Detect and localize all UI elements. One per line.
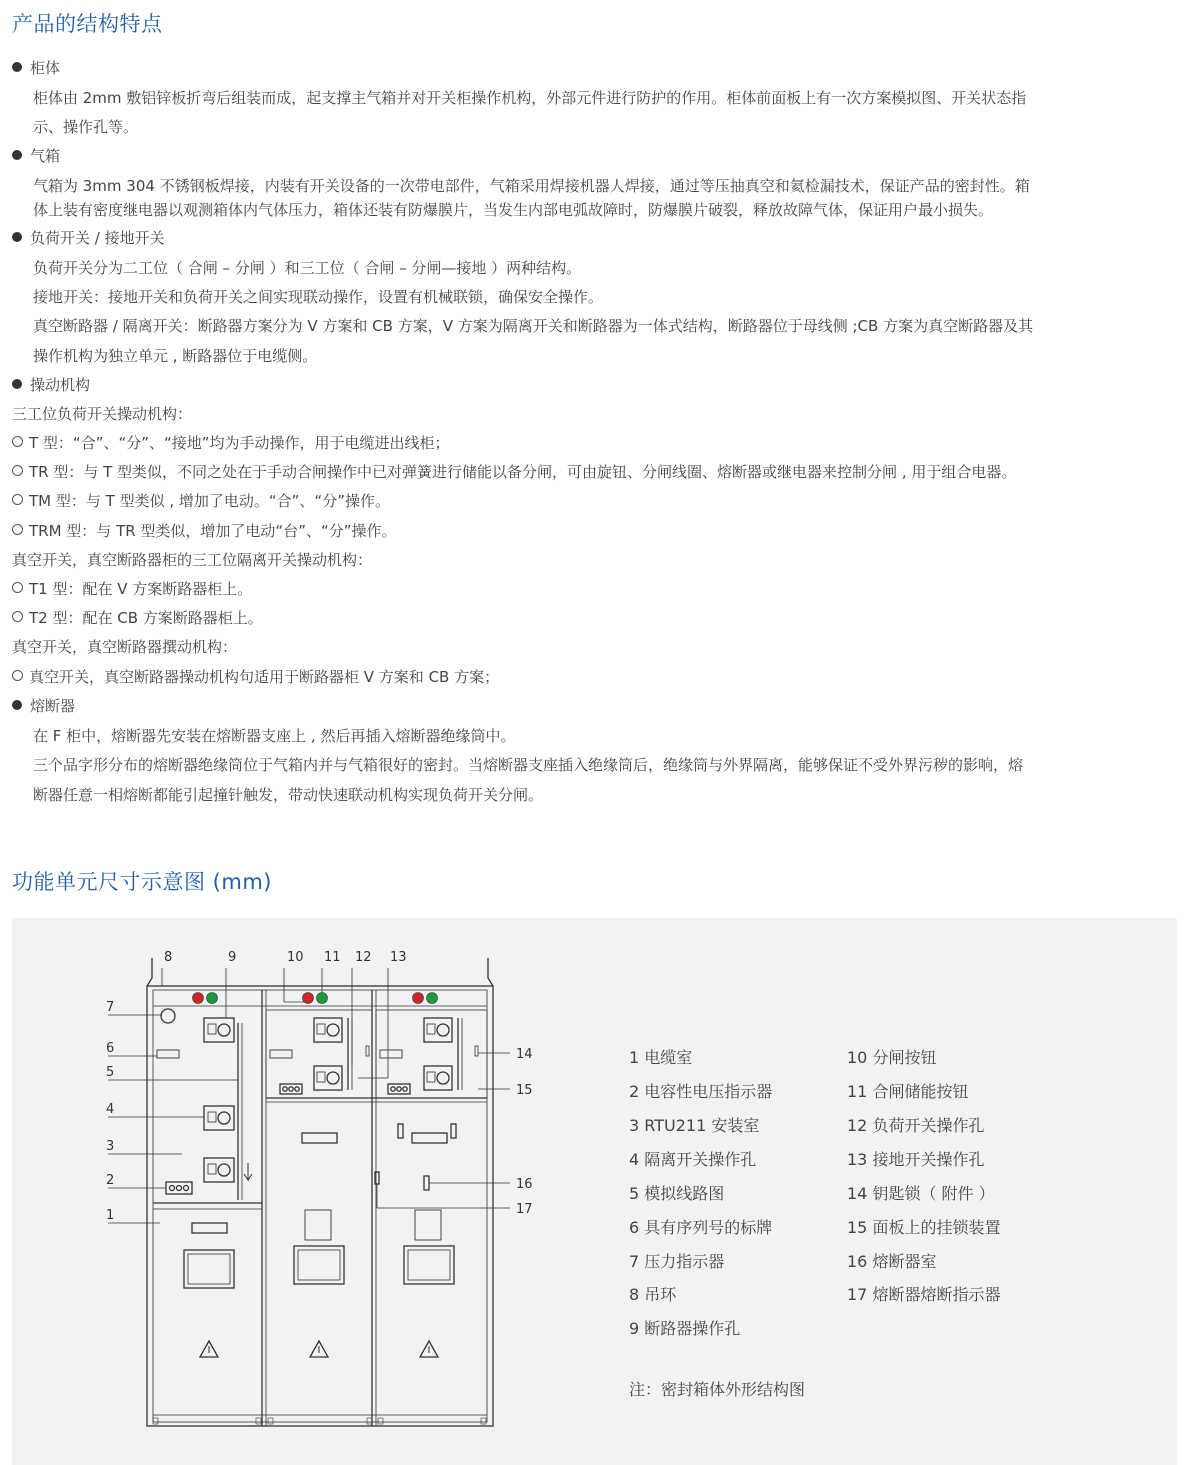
line-text: TM 型：与 T 型类似 , 增加了电动。“合”、“分”操作。 [29,492,390,510]
line-text: 在 F 柜中，熔断器先安装在熔断器支座上 , 然后再插入熔断器绝缘筒中。 [33,727,516,745]
circle-bullet-icon [12,465,23,476]
paragraph-line [33,755,1023,775]
legend-item: 4 隔离开关操作孔 [629,1150,757,1169]
paragraph-line [33,346,317,366]
paragraph-line [33,200,993,220]
paragraph-line [33,117,138,137]
legend-item: 17 熔断器熔断指示器 [847,1285,1001,1304]
circle-bullet-icon [12,670,23,681]
line-text: 三工位负荷开关操动机构： [12,405,193,423]
line-text: 断器任意一相熔断都能引起撞针触发，带动快速联动机构实现负荷开关分闸。 [33,786,544,804]
section-title-structure: 产品的结构特点 [12,12,163,36]
legend-item: 1 电缆室 [629,1048,693,1067]
callout-1: 1 [106,1208,115,1223]
line-text: 柜体 [30,59,61,77]
legend-item: 9 断路器操作孔 [629,1319,741,1338]
legend-item: 10 分闸按钮 [847,1048,937,1067]
bullet-dot-icon [12,379,22,389]
line-text: 负荷开关 / 接地开关 [30,229,165,247]
circle-bullet-icon [12,494,23,505]
line-text: TR 型：与 T 型类似，不同之处在于手动合闸操作中已对弹簧进行储能以备分闸，可由旋钮、分闸线圈、熔断器或继电器来控制分闸 , 用于组合电器。 [29,463,1017,481]
callout-6: 6 [106,1041,115,1056]
feature-heading [12,375,90,395]
callout-16: 16 [516,1177,533,1192]
paragraph-line [33,316,1033,336]
paragraph-line [33,258,581,278]
legend-item: 16 熔断器室 [847,1252,937,1271]
diagram-panel [12,918,1177,1465]
paragraph-line [33,287,603,307]
line-text: 体上装有密度继电器以观测箱体内气体压力，箱体还装有防爆膜片，当发生内部电弧故障时，防爆膜片破裂，释放故障气体，保证用户最小损失。 [33,201,994,219]
line-text: 气箱为 3mm 304 不锈钢板焊接，内装有开关设备的一次带电部件，气箱采用焊接机器人焊接，通过等压抽真空和氦检漏技术，保证产品的密封性。箱 [33,177,1030,195]
line-text: 真空断路器 / 隔离开关：断路器方案分为 V 方案和 CB 方案，V 方案为隔离开关和断路器为一体式结构，断路器位于母线侧 ;CB 方案为真空断路器及其 [33,317,1034,335]
callout-17: 17 [516,1202,533,1217]
feature-heading [12,146,60,166]
callout-4: 4 [106,1102,115,1117]
legend-item: 13 接地开关操作孔 [847,1150,985,1169]
circle-bullet-icon [12,582,23,593]
line-text: 操动机构 [30,376,91,394]
legend-item: 3 RTU211 安装室 [629,1116,760,1135]
bullet-dot-icon [12,62,22,72]
paragraph-line [12,404,192,424]
legend-item: 14 钥匙锁（ 附件 ） [847,1184,995,1203]
switchgear-front-view-drawing [12,918,1177,1465]
diagram-note: 注：密封箱体外形结构图 [629,1380,806,1399]
feature-heading [12,696,75,716]
bullet-dot-icon [12,700,22,710]
callout-3: 3 [106,1139,115,1154]
paragraph-line [33,176,1030,196]
line-text: 真空开关，真空断路器操动机构句适用于断路器柜 V 方案和 CB 方案； [29,668,500,686]
callout-5: 5 [106,1065,115,1080]
line-text: 操作机构为独立单元 , 断路器位于电缆侧。 [33,347,318,365]
legend-item: 7 压力指示器 [629,1252,725,1271]
legend-item: 11 合闸储能按钮 [847,1082,969,1101]
feature-heading [12,58,60,78]
legend-item: 15 面板上的挂锁装置 [847,1218,1001,1237]
callout-8: 8 [164,950,173,965]
bullet-dot-icon [12,150,22,160]
line-text: 负荷开关分为二工位（ 合闸 – 分闸 ）和三工位（ 合闸 – 分闸—接地 ）两种结构。 [33,259,582,277]
mechanism-list-item [12,667,499,687]
mechanism-list-item [12,521,397,541]
bullet-dot-icon [12,232,22,242]
callout-15: 15 [516,1083,533,1098]
line-text: T1 型：配在 V 方案断路器柜上。 [29,580,253,598]
legend-item: 6 具有序列号的标牌 [629,1218,773,1237]
mechanism-list-item [12,462,1016,482]
callout-12: 12 [355,950,372,965]
paragraph-line [12,550,372,570]
mechanism-list-item [12,433,450,453]
line-text: T2 型：配在 CB 方案断路器柜上。 [29,609,263,627]
paragraph-line [33,785,543,805]
line-text: 气箱 [30,147,61,165]
mechanism-list-item [12,491,390,511]
callout-9: 9 [228,950,237,965]
callout-14: 14 [516,1047,533,1062]
callout-7: 7 [106,1000,115,1015]
callout-10: 10 [287,950,304,965]
paragraph-line [12,637,237,657]
line-text: T 型：“合”、“分”、“接地”均为手动操作，用于电缆进出线柜； [29,434,450,452]
section-title-dimension-diagram: 功能单元尺寸示意图 (mm) [12,870,272,894]
circle-bullet-icon [12,611,23,622]
circle-bullet-icon [12,436,23,447]
line-text: 熔断器 [30,697,76,715]
circle-bullet-icon [12,524,23,535]
legend-item: 12 负荷开关操作孔 [847,1116,985,1135]
paragraph-line [33,726,515,746]
feature-heading [12,228,165,248]
legend-item: 5 模拟线路图 [629,1184,725,1203]
callout-13: 13 [390,950,407,965]
legend-item: 8 吊环 [629,1285,677,1304]
line-text: 示、操作孔等。 [33,118,139,136]
line-text: 接地开关：接地开关和负荷开关之间实现联动操作，设置有机械联锁，确保安全操作。 [33,288,604,306]
mechanism-list-item [12,608,263,628]
line-text: 真空开关，真空断路器撰动机构： [12,638,238,656]
line-text: 真空开关，真空断路器柜的三工位隔离开关操动机构： [12,551,373,569]
paragraph-line [33,88,1026,108]
line-text: 柜体由 2mm 敷铝锌板折弯后组装而成，起支撑主气箱并对开关柜操作机构，外部元件进行防护的作用。柜体前面板上有一次方案模拟图、开关状态指 [33,89,1027,107]
callout-11: 11 [324,950,341,965]
line-text: 三个品字形分布的熔断器绝缘筒位于气箱内并与气箱很好的密封。当熔断器支座插入绝缘筒后，绝缘筒与外界隔离，能够保证不受外界污秽的影响，熔 [33,756,1024,774]
callout-2: 2 [106,1173,115,1188]
line-text: TRM 型：与 TR 型类似，增加了电动“台”、“分”操作。 [29,522,397,540]
mechanism-list-item [12,579,252,599]
legend-item: 2 电容性电压指示器 [629,1082,773,1101]
